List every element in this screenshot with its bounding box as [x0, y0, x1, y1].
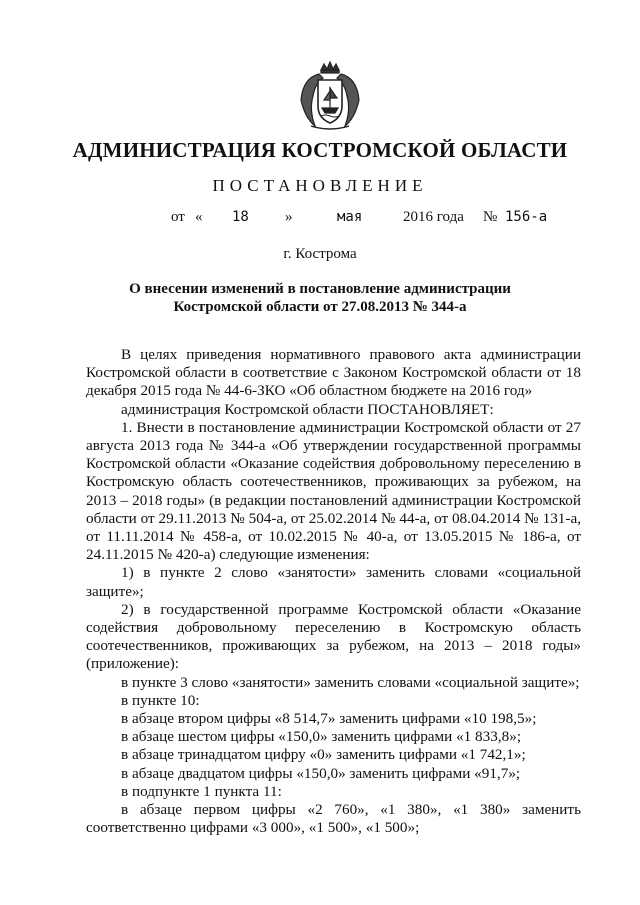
document-body	[86, 346, 581, 837]
quote-open: «	[195, 209, 203, 225]
date-year: 2016 года	[403, 209, 464, 225]
paragraph: в абзаце двадцатом цифры «150,0» заменить цифрами «91,7»;	[121, 764, 521, 782]
document-subject	[100, 280, 540, 316]
paragraph: в абзаце тринадцатом цифру «0» заменить цифрами «1 742,1»;	[121, 746, 526, 764]
number-sign: №	[483, 209, 498, 225]
paragraph: в абзаце первом цифры «2 760», «1 380», «1 380» заменить соответственно цифрами «3 000», «1 500», «1 500»;	[86, 801, 581, 837]
quote-close: »	[285, 209, 293, 225]
document-type: ПОСТАНОВЛЕНИЕ	[212, 176, 428, 195]
paragraph: в абзаце втором цифры «8 514,7» заменить цифрами «10 198,5»;	[121, 710, 537, 728]
paragraph: 1) в пункте 2 слово «занятости» заменить словами «социальной защите»;	[86, 564, 581, 600]
paragraph: 1. Внести в постановление администрации Костромской области от 27 августа 2013 года № 344-а «Об утверждении государственной программы Костромской области «Оказание содействия добровольному переселению в Костромскую область соотечественников, проживающих за рубежом, на 2013 – 2018 годы» (в редакции постановлений администрации Костромской области от 29.11.2013 № 504-а, от 25.02.2014 № 44-а, от 08.04.2014 № 131-а, от 11.11.2014 № 458-а, от 10.02.2015 № 40-а, от 13.05.2015 № 186-а, от 24.11.2015 № 420-а) следующие изменения:	[86, 418, 581, 564]
city: г. Кострома	[283, 246, 357, 262]
subject-line: О внесении изменений в постановление администрации	[129, 281, 511, 297]
date-month: мая	[337, 209, 363, 225]
organization-title: АДМИНИСТРАЦИЯ КОСТРОМСКОЙ ОБЛАСТИ	[72, 138, 568, 162]
date-day: 18	[232, 209, 249, 225]
date-line	[0, 209, 640, 231]
paragraph: В целях приведения нормативного правового акта администрации Костромской области в соответствие с Законом Костромской области от 18 декабря 2015 года № 44-6-ЗКО «Об областном бюджете на 2016 год»	[86, 346, 581, 400]
paragraph: 2) в государственной программе Костромской области «Оказание содействия добровольному переселению в Костромскую область соотечественников, проживающих за рубежом, на 2013 – 2018 годы» (приложение):	[86, 600, 581, 673]
paragraph: в пункте 3 слово «занятости» заменить словами «социальной защите»;	[121, 673, 580, 691]
date-prefix: от	[171, 209, 185, 225]
paragraph: в пункте 10:	[121, 691, 200, 709]
paragraph: в подпункте 1 пункта 11:	[121, 782, 282, 800]
paragraph: администрация Костромской области ПОСТАНОВЛЯЕТ:	[121, 400, 494, 418]
document-number: 156-а	[505, 209, 548, 225]
paragraph: в абзаце шестом цифры «150,0» заменить цифрами «1 833,8»;	[121, 728, 522, 746]
coat-of-arms-icon	[295, 60, 365, 132]
subject-line: Костромской области от 27.08.2013 № 344-а	[173, 299, 467, 315]
